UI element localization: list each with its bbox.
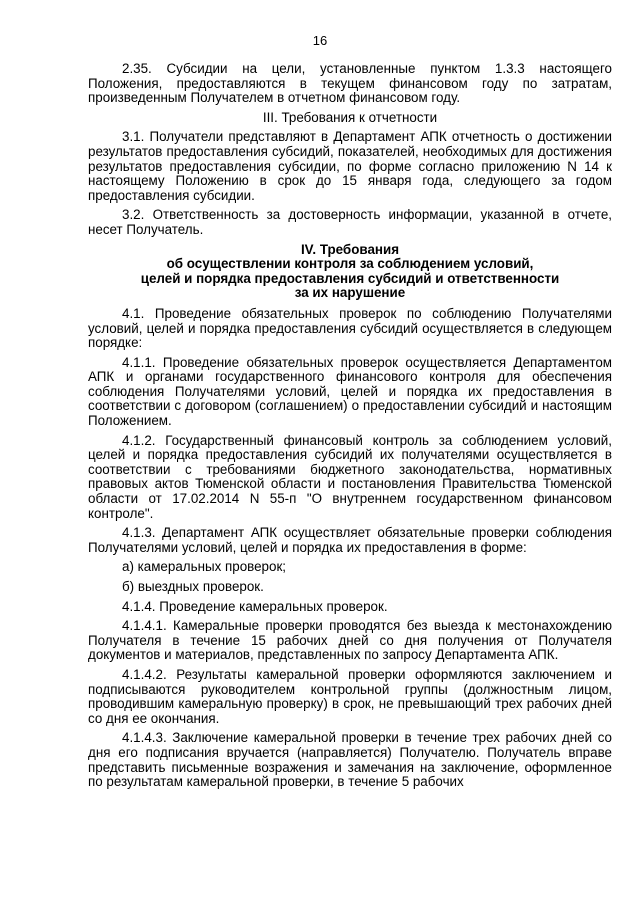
list-item-a: а) камеральных проверок; bbox=[122, 559, 287, 575]
section-4-title-line: целей и порядка предоставления субсидий и ответственности bbox=[140, 270, 560, 286]
section-4-title bbox=[88, 243, 612, 301]
paragraph-4-1-4-3: 4.1.4.3. Заключение камеральной проверки в течение трех рабочих дней со дня его подписания вручается (направляется) Получателю. Получатель вправе представить письменные возражения и замечания на заключение, оформленное по результатам камеральной проверки, в течение 5 рабочих bbox=[88, 730, 612, 790]
page-number: 16 bbox=[312, 33, 328, 48]
paragraph-4-1-1: 4.1.1. Проведение обязательных проверок осуществляется Департаментом АПК и органами государственного финансового контроля для обеспечения соблюдения Получателями условий, целей и порядка их предоставления в соответствии с договором (соглашением) о предоставлении субсидий и настоящим Положением. bbox=[88, 354, 612, 429]
section-4-title-line: за их нарушение bbox=[294, 285, 406, 301]
paragraph-4-1-2: 4.1.2. Государственный финансовый контроль за соблюдением условий, целей и порядка предоставления субсидий их получателями осуществляется в соответствии с требованиями бюджетного законодательства, нормативных правовых актов Тюменской области и постановления Правительства Тюменской области от 17.02.2014 N 55-п "О внутреннем государственном финансовом контроле". bbox=[88, 432, 612, 521]
section-4-title-line: об осуществлении контроля за соблюдением условий, bbox=[166, 256, 534, 272]
paragraph-4-1: 4.1. Проведение обязательных проверок по соблюдению Получателями условий, целей и порядка предоставления субсидий осуществляется в следующем порядке: bbox=[88, 305, 612, 351]
paragraph-4-1-3: 4.1.3. Департамент АПК осуществляет обязательные проверки соблюдения Получателями условий, целей и порядка их предоставления в форме: bbox=[88, 525, 612, 555]
section-3-title: III. Требования к отчетности bbox=[262, 109, 438, 125]
paragraph-4-1-4-2: 4.1.4.2. Результаты камеральной проверки оформляются заключением и подписываются руководителем контрольной группы (должностным лицом, проводившим камеральную проверку) в срок, не превышающий трех рабочих дней со дня ее окончания. bbox=[88, 666, 612, 726]
paragraph-2-35: 2.35. Субсидии на цели, установленные пунктом 1.3.3 настоящего Положения, предоставляются в текущем финансовом году по затратам, произведенным Получателем в отчетном финансовом году. bbox=[88, 61, 612, 106]
list-item-b: б) выездных проверок. bbox=[122, 579, 264, 594]
document-body bbox=[88, 62, 612, 795]
paragraph-3-2: 3.2. Ответственность за достоверность информации, указанной в отчете, несет Получатель. bbox=[88, 207, 612, 237]
paragraph-4-1-4: 4.1.4. Проведение камеральных проверок. bbox=[122, 598, 388, 614]
paragraph-3-1: 3.1. Получатели представляют в Департамент АПК отчетность о достижении результатов предоставления субсидий, показателей, необходимых для достижения результатов предоставления субсидии, по форме согласно приложению N 14 к настоящему Положению в срок до 15 января года, следующего за годом предоставления субсидии. bbox=[88, 129, 612, 203]
section-4-title-line: IV. Требования bbox=[300, 241, 400, 257]
paragraph-4-1-4-1: 4.1.4.1. Камеральные проверки проводятся без выезда к местонахождению Получателя в течение 15 рабочих дней со дня получения от Получателя документов и материалов, представленных по запросу Департамента АПК. bbox=[88, 618, 612, 663]
